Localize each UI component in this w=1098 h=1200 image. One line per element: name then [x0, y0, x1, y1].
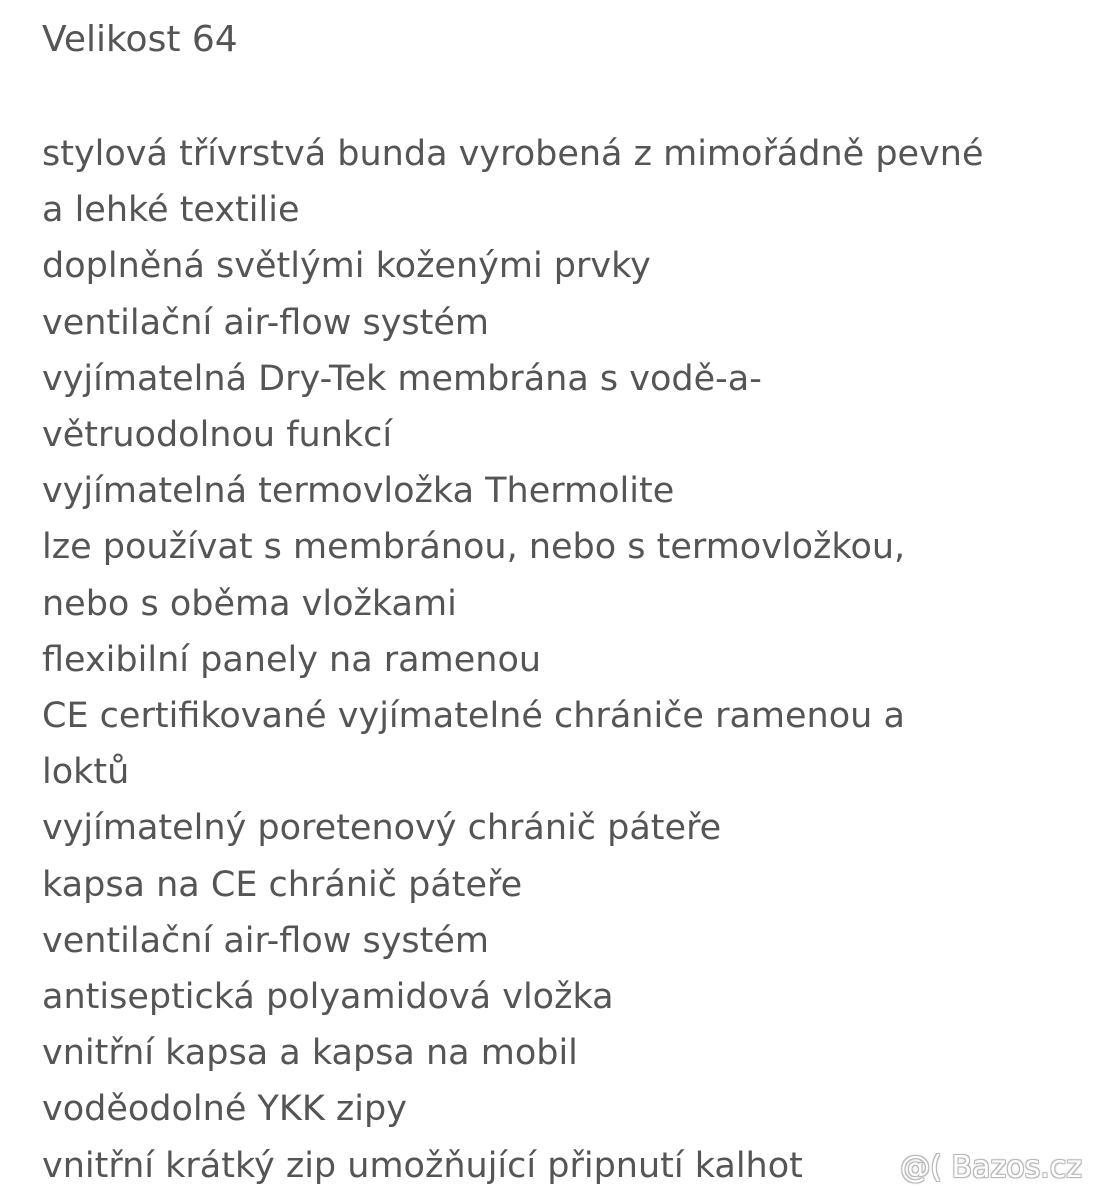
feature-line: nebo s oběma vložkami: [42, 583, 457, 624]
feature-line: kapsa na CE chránič páteře: [42, 864, 523, 905]
feature-line: antiseptická polyamidová vložka: [42, 977, 614, 1018]
feature-line: ventilační air-flow systém: [42, 302, 490, 343]
feature-line: vyjímatelná Dry-Tek membrána s vodě-a-: [42, 358, 762, 399]
feature-line: vnitřní krátký zip umožňující připnutí kalhot: [42, 1145, 803, 1186]
feature-line: vyjímatelný poretenový chránič páteře: [42, 808, 722, 849]
feature-line: stylová třívrstvá bunda vyrobená z mimořádně pevné: [42, 134, 984, 174]
feature-line: CE certifikované vyjímatelné chrániče ramenou a: [42, 696, 905, 737]
feature-line: vnitřní kapsa a kapsa na mobil: [42, 1033, 578, 1074]
feature-line: voděodolné YKK zipy: [42, 1089, 407, 1130]
feature-line: ventilační air-flow systém: [42, 920, 490, 961]
bazos-watermark: @( Bazos.cz: [900, 1150, 1082, 1185]
size-heading: Velikost 64: [42, 19, 238, 60]
feature-list: [42, 126, 984, 1194]
feature-line: flexibilní panely na ramenou: [42, 639, 542, 680]
feature-line: lze používat s membránou, nebo s termovložkou,: [42, 527, 906, 568]
feature-line: vyjímatelná termovložka Thermolite: [42, 471, 675, 512]
feature-line: loktů: [42, 752, 130, 793]
feature-line: a lehké textilie: [42, 190, 300, 231]
feature-line: doplněná světlými koženými prvky: [42, 246, 651, 287]
feature-line: větruodolnou funkcí: [42, 415, 393, 456]
